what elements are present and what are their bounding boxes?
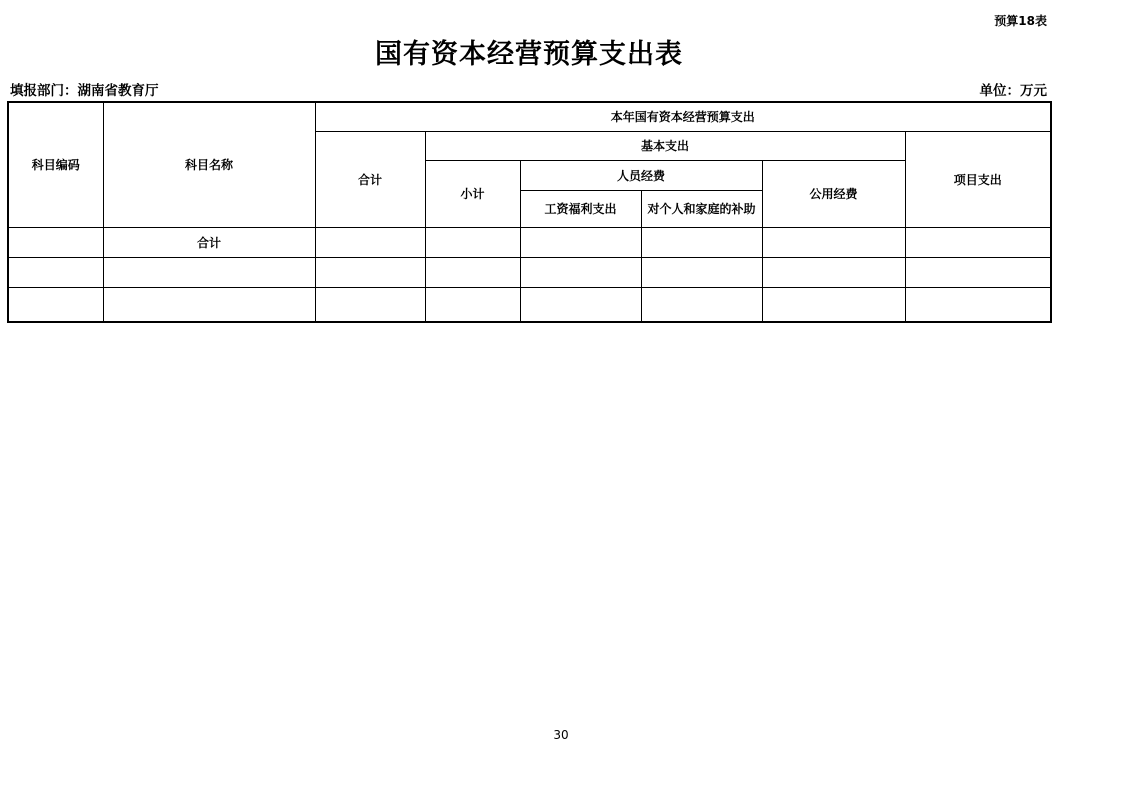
header-current-year: 本年国有资本经营预算支出 <box>315 102 1051 131</box>
cell-project <box>905 287 1051 322</box>
cell-public <box>762 287 905 322</box>
unit-label: 单位：万元 <box>979 83 1047 99</box>
header-subject-name: 科目名称 <box>103 102 315 227</box>
cell-subtotal <box>425 227 520 257</box>
header-project: 项目支出 <box>905 131 1051 227</box>
cell-name: 合计 <box>103 227 315 257</box>
cell-project <box>905 227 1051 257</box>
cell-name <box>103 257 315 287</box>
table-row <box>8 227 1051 257</box>
cell-total <box>315 287 425 322</box>
table-row <box>8 287 1051 322</box>
header-subtotal: 小计 <box>425 160 520 227</box>
header-wages: 工资福利支出 <box>520 190 641 227</box>
header-personnel: 人员经费 <box>520 160 762 190</box>
cell-name <box>103 287 315 322</box>
cell-subsidies <box>641 257 762 287</box>
cell-wages <box>520 227 641 257</box>
header-public: 公用经费 <box>762 160 905 227</box>
cell-wages <box>520 257 641 287</box>
page-title: 国有资本经营预算支出表 <box>375 39 683 70</box>
header-subject-code: 科目编码 <box>8 102 103 227</box>
cell-wages <box>520 287 641 322</box>
cell-public <box>762 257 905 287</box>
cell-code <box>8 227 103 257</box>
cell-total <box>315 257 425 287</box>
page-number: 30 <box>553 728 569 742</box>
cell-subsidies <box>641 227 762 257</box>
department-label: 填报部门：湖南省教育厅 <box>10 83 159 99</box>
budget-table <box>7 101 1052 323</box>
cell-public <box>762 227 905 257</box>
cell-subtotal <box>425 257 520 287</box>
header-row <box>8 102 1051 131</box>
header-subsidies: 对个人和家庭的补助 <box>641 190 762 227</box>
cell-total <box>315 227 425 257</box>
header-basic-expenditure: 基本支出 <box>425 131 905 160</box>
cell-project <box>905 257 1051 287</box>
cell-code <box>8 257 103 287</box>
table-number-label: 预算18表 <box>994 14 1047 28</box>
cell-subtotal <box>425 287 520 322</box>
cell-code <box>8 287 103 322</box>
table-row <box>8 257 1051 287</box>
cell-subsidies <box>641 287 762 322</box>
header-total: 合计 <box>315 131 425 227</box>
